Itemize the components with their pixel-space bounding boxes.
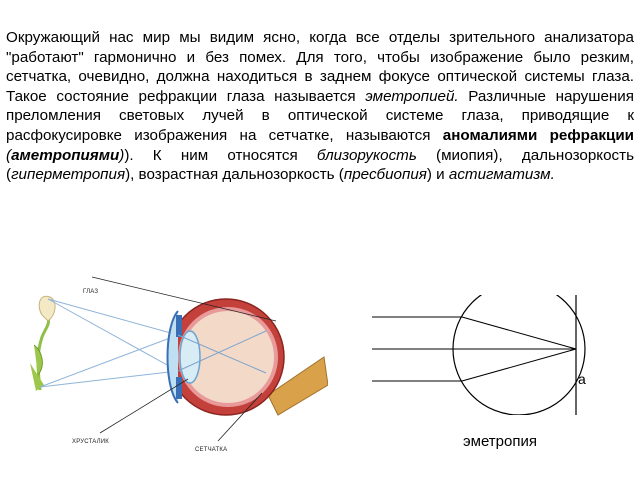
paragraph-text-1: Окружающий нас мир мы видим ясно, когда все отделы зрительного анализатора "работают" гармонично и без помех. Для того, чтобы изображение было резким, сетчатка, очевидно, должна находиться в заднем фокусе оптической системы глаза. Такое состояние рефракции глаза называется [6,29,634,105]
term-emmetropia: эметропией. [365,87,459,105]
paragraph-text-5: (миопия), дальнозоркость ( [6,146,635,184]
paragraph-text-7: ) и [426,166,449,184]
term-ametropia: аметропиями [11,146,120,164]
term-astigmatism: астигматизм. [448,166,555,184]
label-eye: ГЛАЗ [83,289,99,295]
focal-point-label: a [578,371,586,387]
paragraph-text-3: ( [6,146,12,164]
term-myopia: близорукость [316,146,417,164]
term-refraction-anomalies: аномалиями рефракции [442,126,634,144]
eye-anatomy-illustration [28,275,328,455]
label-retina: СЕТЧАТКА [195,447,228,453]
term-hyperopia: гиперметропия [11,166,126,184]
paragraph-text-4a: ) [119,146,125,164]
eyeball [168,299,329,415]
body-paragraph [6,28,634,185]
figure-caption: эметропия [463,433,537,450]
paragraph-text-2: Различные нарушения преломления световых лучей в оптической системе глаза, приводящие к расфокусировке изображения на сетчатке, называются [6,87,635,144]
paragraph-text-6: ), возрастная дальнозоркость ( [125,166,344,184]
flower-object-icon [30,296,55,391]
eye-circle [453,295,585,415]
term-presbyopia: пресбиопия [343,166,427,184]
label-lens: ХРУСТАЛИК [72,439,109,445]
paragraph-text-4: ). К ним относятся [124,146,317,164]
emmetropia-diagram [366,295,606,415]
parallel-rays [372,317,576,381]
